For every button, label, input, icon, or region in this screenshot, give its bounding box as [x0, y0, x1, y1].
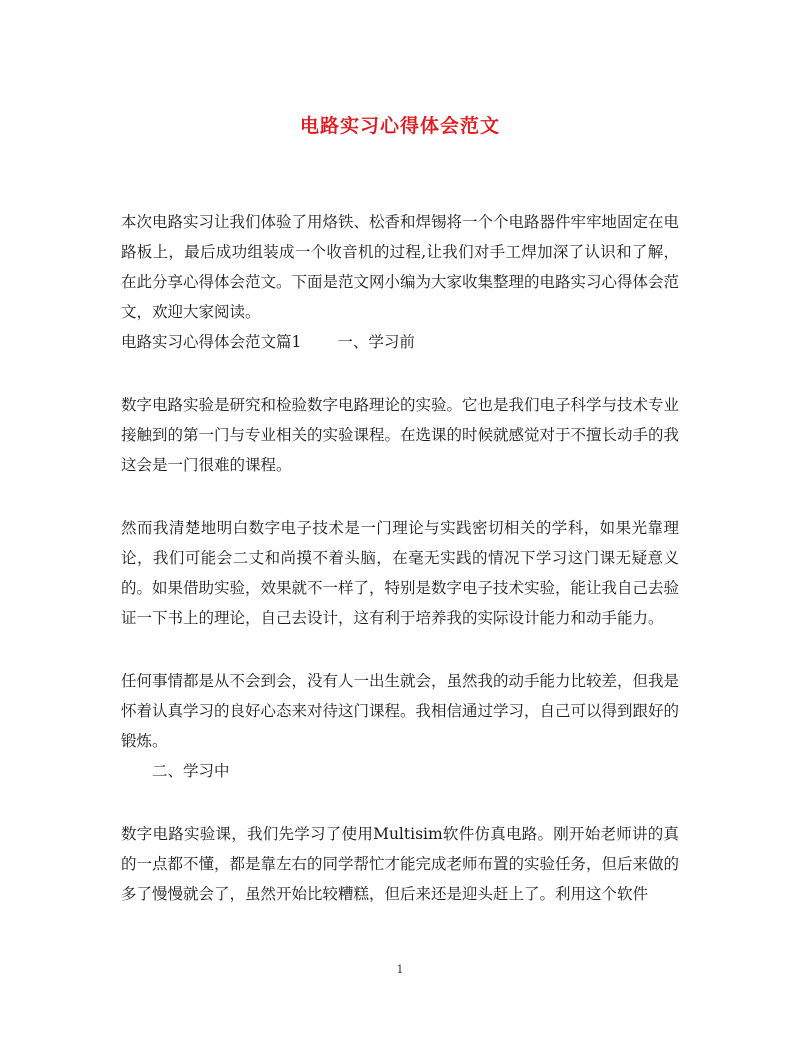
paragraph-gap	[121, 633, 679, 666]
section-subheading-1: 一、学习前	[337, 333, 415, 351]
paragraph-2: 然而我清楚地明白数字电子技术是一门理论与实践密切相关的学科，如果光靠理论，我们可能会二丈和尚摸不着头脑，在毫无实践的情况下学习这门课无疑意义的。如果借助实验，效果就不一样了，特别是数字电子技术实验，能让我自己去验证一下书上的理论，自己去设计，这有利于培养我的实际设计能力和动手能力。	[121, 519, 680, 627]
paragraph-1: 数字电路实验是研究和检验数字电路理论的实验。它也是我们电子科学与技术专业接触到的第一门与专业相关的实验课程。在选课的时候就感觉对于不擅长动手的我这会是一门很难的课程。	[121, 396, 680, 474]
paragraph-gap	[121, 480, 679, 513]
page-number: 1	[396, 963, 404, 976]
document-title: 电路实习心得体会范文	[299, 115, 500, 137]
paragraph-4: 数字电路实验课，我们先学习了使用Multisim软件仿真电路。刚开始老师讲的真的一点都不懂，都是靠左右的同学帮忙才能完成老师布置的实验任务，但后来做的多了慢慢就会了，虽然开始比较糟糕，但后来还是迎头赶上了。利用这个软件	[121, 825, 680, 903]
paragraph-3: 任何事情都是从不会到会，没有人一出生就会，虽然我的动手能力比较差，但我是怀着认真学习的良好心态来对待这门课程。我相信通过学习，自己可以得到跟好的锻炼。	[121, 672, 680, 750]
document-body	[121, 207, 679, 909]
paragraph-gap	[121, 786, 679, 819]
section-heading-line	[121, 327, 679, 357]
section-subheading-2: 二、学习中	[152, 762, 230, 780]
intro-paragraph: 本次电路实习让我们体验了用烙铁、松香和焊锡将一个个电路器件牢牢地固定在电路板上，最后成功组装成一个收音机的过程,让我们对手工焊加深了认识和了解，在此分享心得体会范文。下面是范文网小编为大家收集整理的电路实习心得体会范文，欢迎大家阅读。	[121, 213, 680, 321]
paragraph-gap	[121, 357, 679, 390]
section-heading: 电路实习心得体会范文篇1	[121, 333, 302, 351]
